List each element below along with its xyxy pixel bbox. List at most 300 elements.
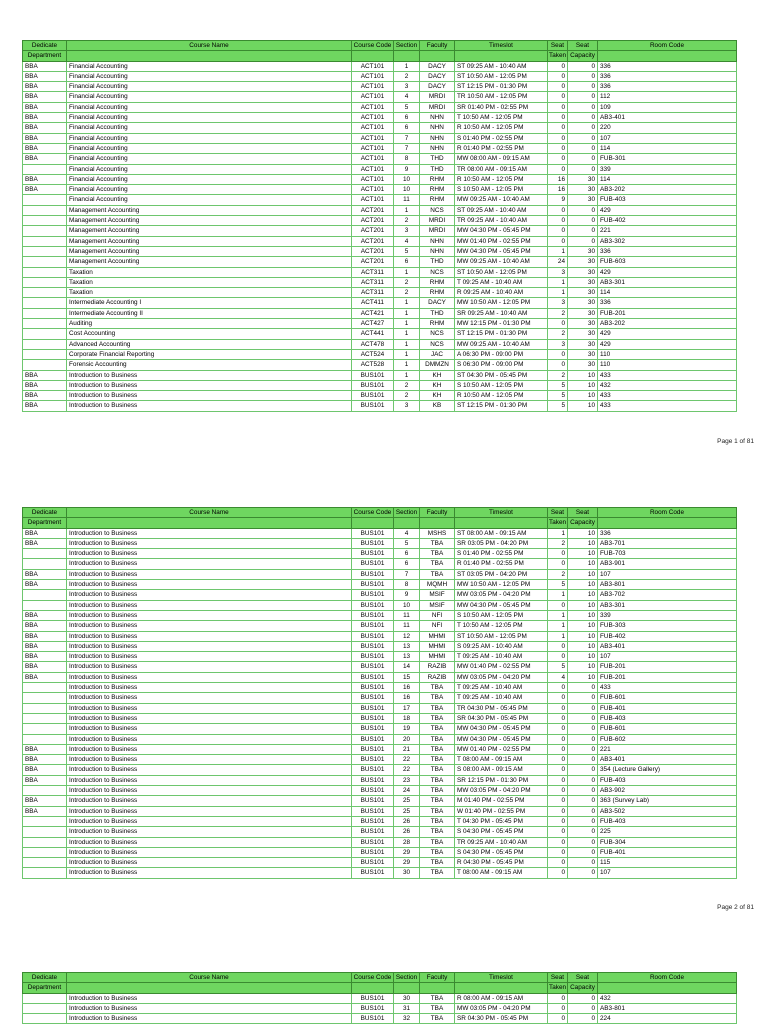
table-row [23,724,737,734]
header-spacer [67,51,352,61]
section-cell: 11 [394,621,420,631]
room-code-cell: FUB-301 [598,154,737,164]
dedicated-department-cell [23,600,67,610]
dedicated-department-cell: BBA [23,82,67,92]
header-spacer [394,983,420,993]
dedicated-department-cell [23,308,67,318]
room-code-cell: 107 [598,569,737,579]
timeslot-cell: R 08:00 AM - 09:15 AM [455,993,548,1003]
header-section: Section [394,973,420,983]
timeslot-cell: T 09:25 AM - 10:40 AM [455,652,548,662]
section-cell: 16 [394,683,420,693]
table-row [23,277,737,287]
table-row [23,600,737,610]
course-name-cell: Introduction to Business [67,734,352,744]
table-row [23,590,737,600]
section-cell: 22 [394,755,420,765]
timeslot-cell: MW 09:25 AM - 10:40 AM [455,339,548,349]
seat-taken-cell: 1 [548,631,568,641]
dedicated-department-cell [23,724,67,734]
course-name-cell: Introduction to Business [67,370,352,380]
timeslot-cell: R 10:50 AM - 12:05 PM [455,391,548,401]
room-code-cell: 336 [598,528,737,538]
header-spacer [67,983,352,993]
table-row [23,765,737,775]
section-cell: 1 [394,370,420,380]
faculty-cell: THD [420,164,455,174]
course-name-cell: Introduction to Business [67,652,352,662]
course-name-cell: Introduction to Business [67,580,352,590]
timeslot-cell: R 09:25 AM - 10:40 AM [455,288,548,298]
seat-capacity-cell: 10 [568,569,598,579]
faculty-cell: KH [420,380,455,390]
seat-taken-cell: 5 [548,580,568,590]
timeslot-cell: MW 12:15 PM - 01:30 PM [455,319,548,329]
timeslot-cell: S 04:30 PM - 05:45 PM [455,827,548,837]
header-spacer [352,51,394,61]
seat-taken-cell: 2 [548,329,568,339]
seat-capacity-cell: 0 [568,164,598,174]
header-room-code: Room Code [598,508,737,518]
table-row [23,195,737,205]
header-course-name: Course Name [67,508,352,518]
timeslot-cell: MW 09:25 AM - 10:40 AM [455,195,548,205]
room-code-cell: 354 (Lecture Gallery) [598,765,737,775]
table-row [23,621,737,631]
faculty-cell: TBA [420,755,455,765]
section-cell: 1 [394,349,420,359]
table-row [23,246,737,256]
seat-taken-cell: 1 [548,610,568,620]
course-name-cell: Introduction to Business [67,806,352,816]
seat-capacity-cell: 0 [568,143,598,153]
seat-taken-cell: 0 [548,82,568,92]
table-row [23,391,737,401]
header-seat-taken: Seat [548,41,568,51]
timeslot-cell: TR 09:25 AM - 10:40 AM [455,216,548,226]
section-cell: 6 [394,549,420,559]
dedicated-department-cell [23,329,67,339]
table-row [23,993,737,1003]
faculty-cell: MRDI [420,226,455,236]
seat-taken-cell: 3 [548,339,568,349]
seat-capacity-cell: 0 [568,82,598,92]
timeslot-cell: MW 08:00 AM - 09:15 AM [455,154,548,164]
seat-taken-cell: 0 [548,713,568,723]
course-name-cell: Introduction to Business [67,775,352,785]
header-spacer [598,983,737,993]
faculty-cell: NHN [420,123,455,133]
room-code-cell: AB3-801 [598,1003,737,1013]
section-cell: 6 [394,113,420,123]
section-cell: 13 [394,641,420,651]
dedicated-department-cell: BBA [23,380,67,390]
course-code-cell: BUS101 [352,641,394,651]
section-cell: 3 [394,82,420,92]
timeslot-cell: MW 03:05 PM - 04:20 PM [455,1003,548,1013]
timeslot-cell: MW 04:30 PM - 05:45 PM [455,734,548,744]
header-dept: Dedicate [23,508,67,518]
course-code-cell: BUS101 [352,590,394,600]
course-name-cell: Introduction to Business [67,744,352,754]
seat-taken-cell: 0 [548,205,568,215]
section-cell: 2 [394,288,420,298]
timeslot-cell: MW 01:40 PM - 02:55 PM [455,744,548,754]
course-code-cell: ACT201 [352,226,394,236]
seat-capacity-cell: 10 [568,380,598,390]
room-code-cell: 433 [598,391,737,401]
course-code-cell: ACT427 [352,319,394,329]
room-code-cell: 110 [598,349,737,359]
seat-taken-cell: 0 [548,1003,568,1013]
seat-capacity-cell: 10 [568,580,598,590]
timeslot-cell: R 01:40 PM - 02:55 PM [455,559,548,569]
section-cell: 18 [394,713,420,723]
course-code-cell: ACT101 [352,174,394,184]
table-header [23,973,737,994]
course-code-cell: BUS101 [352,703,394,713]
dedicated-department-cell: BBA [23,641,67,651]
course-name-cell: Introduction to Business [67,765,352,775]
table-row [23,185,737,195]
faculty-cell: TBA [420,724,455,734]
header-spacer [67,518,352,528]
course-name-cell: Introduction to Business [67,816,352,826]
table-row [23,143,737,153]
course-code-cell: BUS101 [352,734,394,744]
course-name-cell: Financial Accounting [67,195,352,205]
header-course-name: Course Name [67,41,352,51]
section-cell: 25 [394,806,420,816]
table-row [23,339,737,349]
course-code-cell: BUS101 [352,786,394,796]
table-row [23,71,737,81]
room-code-cell: FUB-603 [598,257,737,267]
timeslot-cell: S 01:40 PM - 02:55 PM [455,133,548,143]
timeslot-cell: S 09:25 AM - 10:40 AM [455,641,548,651]
section-cell: 14 [394,662,420,672]
dedicated-department-cell: BBA [23,775,67,785]
room-code-cell: FUB-201 [598,308,737,318]
section-cell: 30 [394,868,420,878]
faculty-cell: DACY [420,71,455,81]
header-course-code: Course Code [352,973,394,983]
table-row [23,360,737,370]
faculty-cell: NCS [420,205,455,215]
course-name-cell: Introduction to Business [67,662,352,672]
faculty-cell: TBA [420,538,455,548]
seat-capacity-cell: 0 [568,102,598,112]
seat-capacity-cell: 10 [568,652,598,662]
timeslot-cell: S 06:30 PM - 09:00 PM [455,360,548,370]
seat-capacity-cell: 30 [568,319,598,329]
course-code-cell: BUS101 [352,847,394,857]
section-cell: 1 [394,61,420,71]
seat-taken-cell: 0 [548,102,568,112]
seat-capacity-cell: 0 [568,724,598,734]
faculty-cell: MRDI [420,102,455,112]
dedicated-department-cell: BBA [23,580,67,590]
seat-taken-cell: 0 [548,806,568,816]
table-row [23,775,737,785]
table-row [23,538,737,548]
timeslot-cell: T 10:50 AM - 12:05 PM [455,621,548,631]
room-code-cell: 114 [598,143,737,153]
room-code-cell: 114 [598,174,737,184]
seat-taken-cell: 0 [548,724,568,734]
seat-capacity-cell: 0 [568,71,598,81]
table-row [23,164,737,174]
section-cell: 29 [394,858,420,868]
seat-capacity-cell: 10 [568,528,598,538]
course-name-cell: Introduction to Business [67,672,352,682]
table-row [23,641,737,651]
dedicated-department-cell: BBA [23,755,67,765]
room-code-cell: 429 [598,205,737,215]
section-cell: 23 [394,775,420,785]
page-number: Page 2 of 81 [717,904,754,911]
header-seat-capacity: Seat [568,41,598,51]
header-course-code: Course Code [352,508,394,518]
header-spacer [420,51,455,61]
faculty-cell: TBA [420,734,455,744]
course-code-cell: BUS101 [352,858,394,868]
seat-taken-cell: 0 [548,796,568,806]
course-code-cell: BUS101 [352,1003,394,1013]
faculty-cell: MHMI [420,652,455,662]
table-row [23,123,737,133]
room-code-cell: FUB-403 [598,195,737,205]
seat-capacity-cell: 0 [568,744,598,754]
course-name-cell: Introduction to Business [67,380,352,390]
seat-taken-cell: 0 [548,775,568,785]
faculty-cell: TBA [420,569,455,579]
faculty-cell: TBA [420,786,455,796]
dedicated-department-cell [23,858,67,868]
seat-taken-cell: 0 [548,71,568,81]
course-name-cell: Introduction to Business [67,993,352,1003]
seat-capacity-cell: 10 [568,631,598,641]
seat-taken-cell: 0 [548,734,568,744]
course-code-cell: BUS101 [352,600,394,610]
room-code-cell: 114 [598,288,737,298]
seat-taken-cell: 16 [548,185,568,195]
course-name-cell: Introduction to Business [67,827,352,837]
faculty-cell: DACY [420,61,455,71]
seat-taken-cell: 2 [548,538,568,548]
table-row [23,755,737,765]
timeslot-cell: T 08:00 AM - 09:15 AM [455,755,548,765]
faculty-cell: TBA [420,816,455,826]
course-schedule-table [22,40,737,412]
faculty-cell: DMMZN [420,360,455,370]
course-name-cell: Introduction to Business [67,641,352,651]
course-code-cell: ACT101 [352,71,394,81]
timeslot-cell: SR 09:25 AM - 10:40 AM [455,308,548,318]
faculty-cell: TBA [420,837,455,847]
table-row [23,370,737,380]
seat-capacity-cell: 10 [568,590,598,600]
course-name-cell: Financial Accounting [67,92,352,102]
seat-taken-cell: 2 [548,370,568,380]
header-section: Section [394,508,420,518]
course-name-cell: Intermediate Accounting II [67,308,352,318]
seat-capacity-cell: 10 [568,549,598,559]
faculty-cell: TBA [420,549,455,559]
course-name-cell: Introduction to Business [67,713,352,723]
seat-taken-cell: 16 [548,174,568,184]
seat-taken-cell: 0 [548,765,568,775]
section-cell: 5 [394,102,420,112]
seat-capacity-cell: 30 [568,267,598,277]
course-code-cell: ACT478 [352,339,394,349]
dedicated-department-cell: BBA [23,92,67,102]
table-row [23,672,737,682]
faculty-cell: KB [420,401,455,411]
course-name-cell: Introduction to Business [67,600,352,610]
course-code-cell: ACT101 [352,61,394,71]
dedicated-department-cell: BBA [23,174,67,184]
table-row [23,631,737,641]
course-code-cell: BUS101 [352,765,394,775]
seat-capacity-cell: 0 [568,796,598,806]
table-row [23,267,737,277]
header-spacer [455,518,548,528]
seat-taken-cell: 0 [548,755,568,765]
timeslot-cell: W 01:40 PM - 02:55 PM [455,806,548,816]
table-row [23,133,737,143]
seat-taken-cell: 0 [548,693,568,703]
room-code-cell: 115 [598,858,737,868]
faculty-cell: THD [420,308,455,318]
section-cell: 17 [394,703,420,713]
course-code-cell: BUS101 [352,796,394,806]
course-name-cell: Introduction to Business [67,755,352,765]
faculty-cell: KH [420,370,455,380]
timeslot-cell: ST 12:15 PM - 01:30 PM [455,82,548,92]
course-name-cell: Introduction to Business [67,559,352,569]
course-code-cell: BUS101 [352,775,394,785]
section-cell: 1 [394,308,420,318]
course-name-cell: Introduction to Business [67,693,352,703]
table-row [23,308,737,318]
faculty-cell: TBA [420,744,455,754]
dedicated-department-cell [23,559,67,569]
timeslot-cell: R 10:50 AM - 12:05 PM [455,123,548,133]
timeslot-cell: S 10:50 AM - 12:05 PM [455,610,548,620]
dedicated-department-cell [23,693,67,703]
table-row [23,683,737,693]
section-cell: 7 [394,569,420,579]
seat-taken-cell: 0 [548,113,568,123]
room-code-cell: 220 [598,123,737,133]
faculty-cell: RHM [420,195,455,205]
section-cell: 4 [394,92,420,102]
seat-capacity-cell: 0 [568,123,598,133]
seat-taken-cell: 9 [548,195,568,205]
room-code-cell: AB3-902 [598,786,737,796]
course-code-cell: ACT528 [352,360,394,370]
header-spacer [598,518,737,528]
header-spacer [420,518,455,528]
dedicated-department-cell [23,226,67,236]
room-code-cell: 363 (Survey Lab) [598,796,737,806]
seat-capacity-cell: 30 [568,339,598,349]
faculty-cell: RHM [420,277,455,287]
table-header [23,508,737,529]
seat-taken-cell: 5 [548,662,568,672]
seat-capacity-cell: 30 [568,185,598,195]
room-code-cell: 221 [598,744,737,754]
faculty-cell: RHM [420,174,455,184]
table-row [23,236,737,246]
faculty-cell: DACY [420,82,455,92]
timeslot-cell: SR 03:05 PM - 04:20 PM [455,538,548,548]
seat-capacity-cell: 30 [568,288,598,298]
room-code-cell: AB3-401 [598,113,737,123]
course-code-cell: ACT101 [352,154,394,164]
table-header [23,41,737,62]
dedicated-department-cell: BBA [23,391,67,401]
timeslot-cell: MW 04:30 PM - 05:45 PM [455,724,548,734]
section-cell: 5 [394,246,420,256]
seat-capacity-cell: 0 [568,92,598,102]
course-code-cell: ACT201 [352,236,394,246]
faculty-cell: TBA [420,868,455,878]
seat-capacity-cell: 30 [568,308,598,318]
seat-capacity-cell: 0 [568,734,598,744]
seat-capacity-cell: 0 [568,827,598,837]
seat-taken-cell: 0 [548,154,568,164]
seat-taken-cell: 3 [548,298,568,308]
seat-capacity-cell: 30 [568,329,598,339]
timeslot-cell: R 04:30 PM - 05:45 PM [455,858,548,868]
section-cell: 21 [394,744,420,754]
room-code-cell: 336 [598,61,737,71]
room-code-cell: 429 [598,339,737,349]
room-code-cell: AB3-301 [598,277,737,287]
room-code-cell: FUB-401 [598,847,737,857]
seat-taken-cell: 0 [548,236,568,246]
course-name-cell: Introduction to Business [67,837,352,847]
course-name-cell: Financial Accounting [67,82,352,92]
course-name-cell: Introduction to Business [67,549,352,559]
seat-capacity-cell: 30 [568,174,598,184]
room-code-cell: FUB-304 [598,837,737,847]
dedicated-department-cell [23,683,67,693]
table-row [23,319,737,329]
header-seat-capacity: Seat [568,508,598,518]
section-cell: 15 [394,672,420,682]
header-dept: Dedicate [23,973,67,983]
course-code-cell: ACT101 [352,164,394,174]
room-code-cell: 336 [598,246,737,256]
room-code-cell: AB3-801 [598,580,737,590]
course-name-cell: Introduction to Business [67,391,352,401]
room-code-cell: 221 [598,226,737,236]
course-code-cell: BUS101 [352,993,394,1003]
dedicated-department-cell [23,827,67,837]
timeslot-cell: T 04:30 PM - 05:45 PM [455,816,548,826]
timeslot-cell: A 06:30 PM - 09:00 PM [455,349,548,359]
course-name-cell: Introduction to Business [67,610,352,620]
section-cell: 1 [394,329,420,339]
section-cell: 10 [394,600,420,610]
course-code-cell: ACT421 [352,308,394,318]
seat-capacity-cell: 30 [568,277,598,287]
timeslot-cell: MW 03:05 PM - 04:20 PM [455,672,548,682]
seat-capacity-cell: 0 [568,1003,598,1013]
